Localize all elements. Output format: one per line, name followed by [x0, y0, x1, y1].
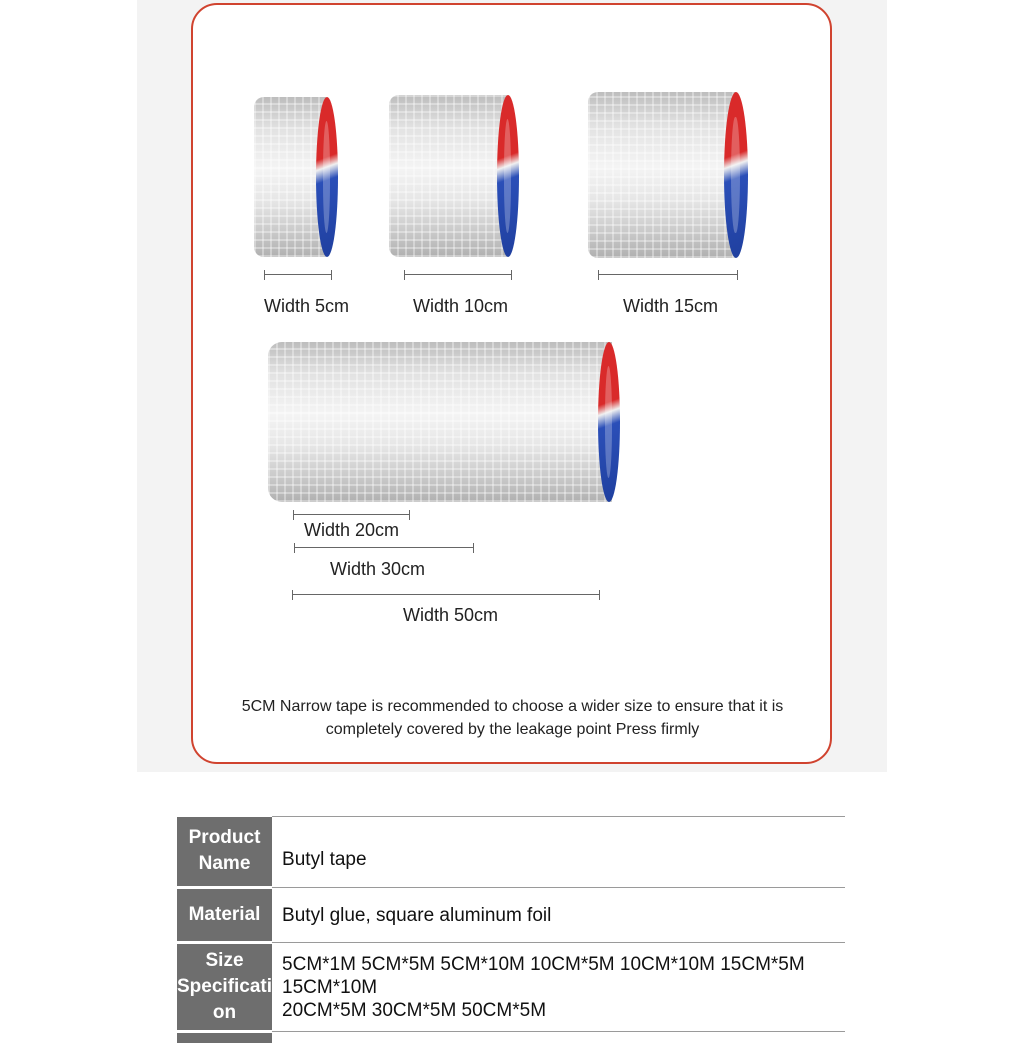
tape-roll-5cm — [254, 97, 338, 257]
product-name-value: Butyl tape — [272, 817, 845, 888]
width-marker-50cm — [292, 590, 600, 600]
width-label-5cm: Width 5cm — [264, 296, 349, 317]
width-label-50cm: Width 50cm — [403, 605, 498, 626]
width-label-10cm: Width 10cm — [413, 296, 508, 317]
note-line-1: 5CM Narrow tape is recommended to choose a wider size to ensure that it is — [220, 695, 805, 718]
width-marker-5cm — [264, 270, 332, 280]
row-header-product-name: Product Name — [177, 817, 272, 888]
width-label-30cm: Width 30cm — [330, 559, 425, 580]
width-marker-30cm — [294, 543, 474, 553]
table-row — [177, 888, 845, 943]
width-label-20cm: Width 20cm — [304, 520, 399, 541]
width-label-15cm: Width 15cm — [623, 296, 718, 317]
table-row — [177, 817, 845, 888]
row-header-material: Material — [177, 888, 272, 943]
specification-table — [177, 816, 845, 1043]
tape-roll-wide — [268, 342, 620, 502]
table-row — [177, 1032, 845, 1043]
width-marker-10cm — [404, 270, 512, 280]
size-specification-value: 5CM*1M 5CM*5M 5CM*10M 10CM*5M 10CM*10M 15CM*5M 15CM*10M 20CM*5M 30CM*5M 50CM*5M — [272, 943, 845, 1032]
tape-roll-15cm — [588, 92, 748, 258]
table-row — [177, 943, 845, 1032]
material-value: Butyl glue, square aluminum foil — [272, 888, 845, 943]
tape-roll-10cm — [389, 95, 519, 257]
width-marker-20cm — [293, 510, 410, 520]
width-marker-15cm — [598, 270, 738, 280]
recommendation-note — [220, 695, 805, 741]
note-line-2: completely covered by the leakage point Press firmly — [220, 718, 805, 741]
row-header-size-specification: Size Specificati on — [177, 943, 272, 1032]
